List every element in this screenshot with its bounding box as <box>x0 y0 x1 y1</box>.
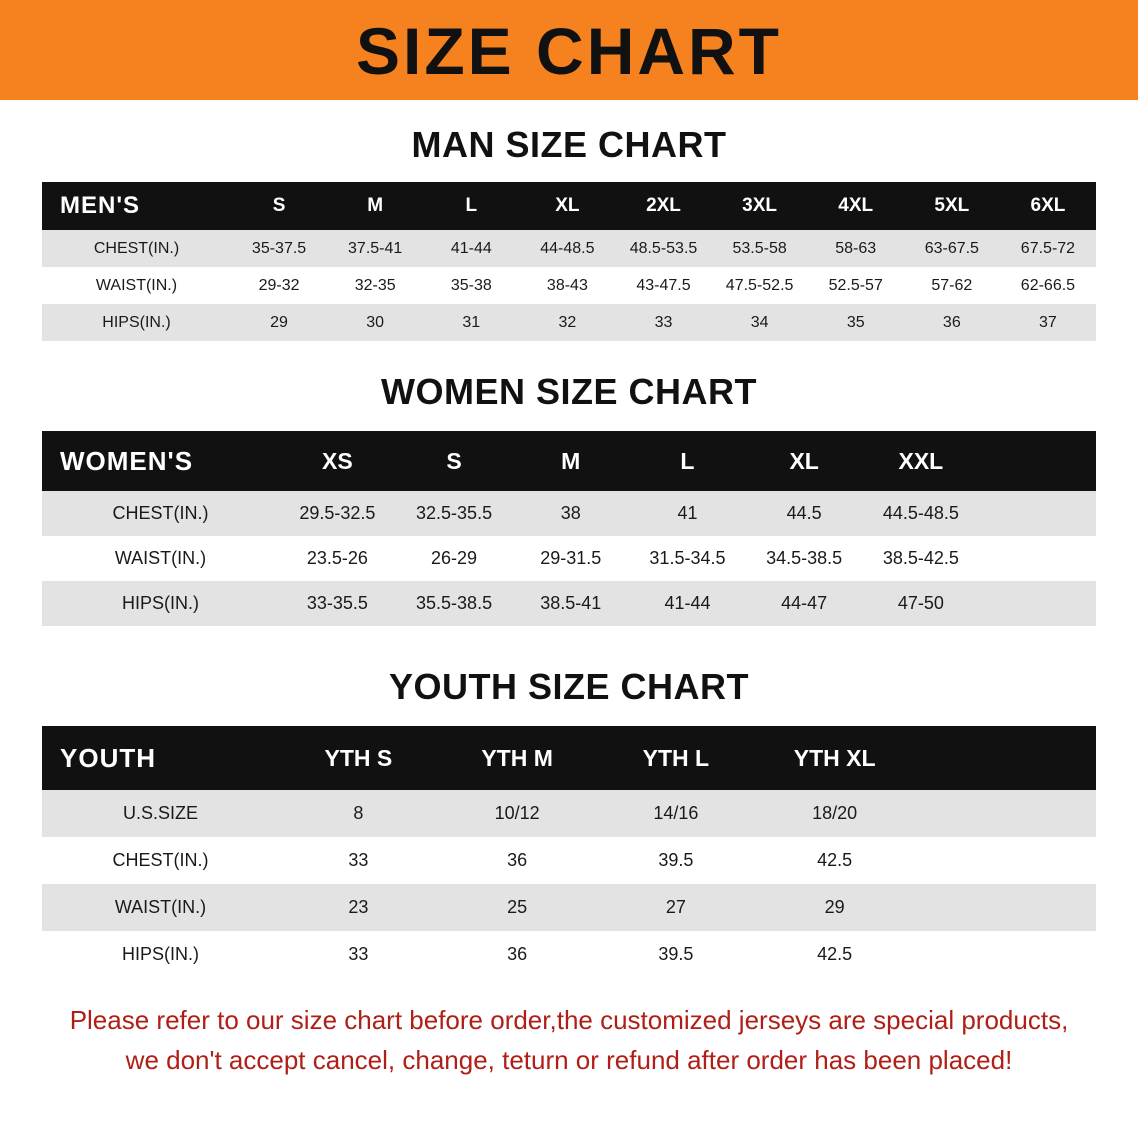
table-cell: 36 <box>438 931 597 978</box>
table-cell: 33 <box>615 304 711 341</box>
table-cell: 35-37.5 <box>231 230 327 267</box>
women-size-col-6: XXL <box>863 431 980 491</box>
women-size-col-3: M <box>512 431 629 491</box>
man-size-table <box>42 182 1096 341</box>
table-cell: 44.5 <box>746 491 863 536</box>
youth-size-col-spacer <box>914 726 1096 790</box>
table-cell: 48.5-53.5 <box>615 230 711 267</box>
table-cell: 41-44 <box>423 230 519 267</box>
women-size-table <box>42 431 1096 626</box>
table-cell: 10/12 <box>438 790 597 837</box>
women-size-col-1: XS <box>279 431 396 491</box>
table-cell: 33 <box>279 931 438 978</box>
table-cell: 29-31.5 <box>512 536 629 581</box>
table-cell: 27 <box>597 884 756 931</box>
table-cell: 53.5-58 <box>712 230 808 267</box>
disclaimer-line-1: Please refer to our size chart before order,the customized jerseys are special products, <box>69 1005 1069 1035</box>
table-cell: 23 <box>279 884 438 931</box>
table-cell: 42.5 <box>755 837 914 884</box>
table-cell: 25 <box>438 884 597 931</box>
man-header-label: MEN'S <box>42 182 231 230</box>
table-cell: 36 <box>904 304 1000 341</box>
table-row <box>42 267 1096 304</box>
table-cell: 63-67.5 <box>904 230 1000 267</box>
man-size-col-8: 5XL <box>904 182 1000 230</box>
women-row-label-hips: HIPS(IN.) <box>42 581 279 626</box>
man-row-label-chest: CHEST(IN.) <box>42 230 231 267</box>
table-cell-spacer <box>979 536 1096 581</box>
table-header-row <box>42 182 1096 230</box>
page-title: SIZE CHART <box>356 14 782 88</box>
disclaimer-note <box>40 1000 1098 1081</box>
table-cell: 31.5-34.5 <box>629 536 746 581</box>
table-cell: 32 <box>519 304 615 341</box>
table-cell: 30 <box>327 304 423 341</box>
table-cell-spacer <box>914 884 1096 931</box>
table-cell: 32-35 <box>327 267 423 304</box>
table-cell: 8 <box>279 790 438 837</box>
man-size-col-9: 6XL <box>1000 182 1096 230</box>
man-size-col-3: L <box>423 182 519 230</box>
women-section-title: WOMEN SIZE CHART <box>381 371 757 412</box>
man-size-col-7: 4XL <box>808 182 904 230</box>
man-table-wrap <box>42 182 1096 341</box>
table-cell: 38 <box>512 491 629 536</box>
table-row <box>42 837 1096 884</box>
table-cell: 47.5-52.5 <box>712 267 808 304</box>
youth-row-label-us-size: U.S.SIZE <box>42 790 279 837</box>
youth-size-col-3: YTH L <box>597 726 756 790</box>
table-cell: 18/20 <box>755 790 914 837</box>
table-header-row <box>42 431 1096 491</box>
table-row <box>42 491 1096 536</box>
table-row <box>42 230 1096 267</box>
table-cell: 58-63 <box>808 230 904 267</box>
table-cell: 41 <box>629 491 746 536</box>
table-row <box>42 581 1096 626</box>
table-cell: 44-47 <box>746 581 863 626</box>
youth-size-col-4: YTH XL <box>755 726 914 790</box>
man-size-col-6: 3XL <box>712 182 808 230</box>
youth-row-label-hips: HIPS(IN.) <box>42 931 279 978</box>
youth-table-wrap <box>42 726 1096 978</box>
table-header-row <box>42 726 1096 790</box>
table-cell: 33 <box>279 837 438 884</box>
table-cell-spacer <box>914 790 1096 837</box>
man-row-label-hips: HIPS(IN.) <box>42 304 231 341</box>
table-cell: 14/16 <box>597 790 756 837</box>
table-cell: 31 <box>423 304 519 341</box>
youth-size-table <box>42 726 1096 978</box>
table-cell: 29 <box>755 884 914 931</box>
table-cell-spacer <box>914 837 1096 884</box>
table-cell: 34 <box>712 304 808 341</box>
table-cell: 38.5-42.5 <box>863 536 980 581</box>
women-size-col-5: XL <box>746 431 863 491</box>
table-cell: 33-35.5 <box>279 581 396 626</box>
youth-section-title: YOUTH SIZE CHART <box>388 666 749 707</box>
table-cell: 39.5 <box>597 931 756 978</box>
table-cell: 26-29 <box>396 536 513 581</box>
table-cell: 62-66.5 <box>1000 267 1096 304</box>
header-banner <box>0 0 1138 100</box>
table-cell: 57-62 <box>904 267 1000 304</box>
table-cell: 29 <box>231 304 327 341</box>
table-cell: 23.5-26 <box>279 536 396 581</box>
table-cell: 37.5-41 <box>327 230 423 267</box>
man-row-label-waist: WAIST(IN.) <box>42 267 231 304</box>
man-section-title: MAN SIZE CHART <box>411 124 727 165</box>
table-cell: 35-38 <box>423 267 519 304</box>
disclaimer-line-2: we don't accept cancel, change, teturn or refund after order has been placed! <box>125 1045 1013 1076</box>
table-cell: 67.5-72 <box>1000 230 1096 267</box>
youth-row-label-chest: CHEST(IN.) <box>42 837 279 884</box>
table-cell: 29.5-32.5 <box>279 491 396 536</box>
women-size-col-2: S <box>396 431 513 491</box>
youth-header-label: YOUTH <box>42 726 279 790</box>
table-cell: 52.5-57 <box>808 267 904 304</box>
table-cell-spacer <box>979 491 1096 536</box>
table-row <box>42 884 1096 931</box>
table-row <box>42 931 1096 978</box>
women-size-col-4: L <box>629 431 746 491</box>
youth-size-col-2: YTH M <box>438 726 597 790</box>
man-size-col-4: XL <box>519 182 615 230</box>
table-cell-spacer <box>979 581 1096 626</box>
table-cell: 38-43 <box>519 267 615 304</box>
table-row <box>42 536 1096 581</box>
women-table-wrap <box>42 431 1096 626</box>
youth-size-col-1: YTH S <box>279 726 438 790</box>
women-row-label-waist: WAIST(IN.) <box>42 536 279 581</box>
man-size-col-5: 2XL <box>615 182 711 230</box>
table-cell: 35 <box>808 304 904 341</box>
table-row <box>42 304 1096 341</box>
table-cell: 44.5-48.5 <box>863 491 980 536</box>
table-cell: 39.5 <box>597 837 756 884</box>
table-cell: 38.5-41 <box>512 581 629 626</box>
women-row-label-chest: CHEST(IN.) <box>42 491 279 536</box>
table-cell: 34.5-38.5 <box>746 536 863 581</box>
table-row <box>42 790 1096 837</box>
table-cell: 36 <box>438 837 597 884</box>
table-cell: 29-32 <box>231 267 327 304</box>
man-size-col-2: M <box>327 182 423 230</box>
man-size-col-1: S <box>231 182 327 230</box>
table-cell: 43-47.5 <box>615 267 711 304</box>
table-cell: 47-50 <box>863 581 980 626</box>
table-cell: 32.5-35.5 <box>396 491 513 536</box>
women-size-col-spacer <box>979 431 1096 491</box>
table-cell: 37 <box>1000 304 1096 341</box>
table-cell: 41-44 <box>629 581 746 626</box>
youth-row-label-waist: WAIST(IN.) <box>42 884 279 931</box>
women-header-label: WOMEN'S <box>42 431 279 491</box>
table-cell: 42.5 <box>755 931 914 978</box>
table-cell: 44-48.5 <box>519 230 615 267</box>
table-cell-spacer <box>914 931 1096 978</box>
table-cell: 35.5-38.5 <box>396 581 513 626</box>
